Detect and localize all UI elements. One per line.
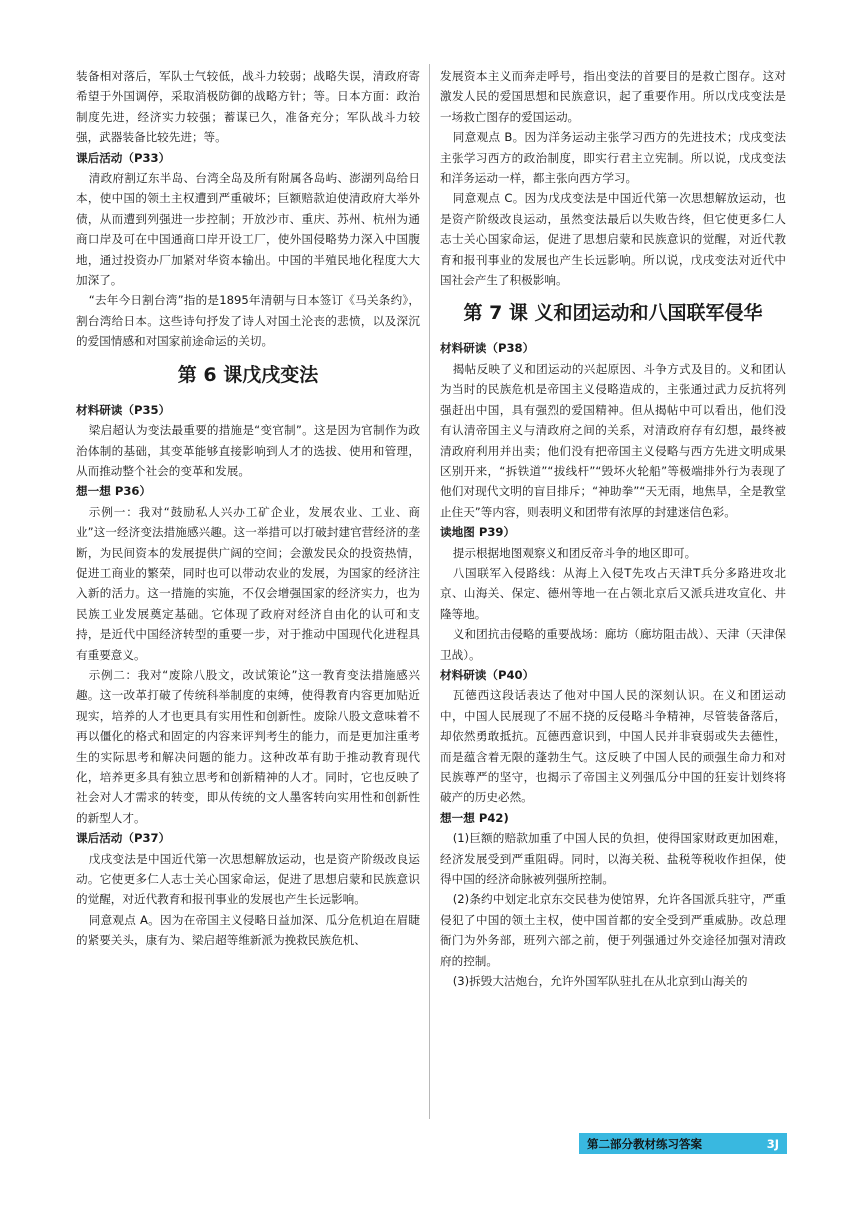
paragraph: (3)拆毁大沽炮台，允许外国军队驻扎在从北京到山海关的 [452,974,748,989]
paragraph: 揭帖反映了义和团运动的兴起原因、斗争方式及目的。义和团认为当时的民族危机是帝国主义侵略造成的，主张通过武力反抗将列强赶出中国，具有强烈的爱国精神。但从揭帖中可以看出，他们没有认清帝国主义与清政府之间的关系，对清政府存有幻想，最终被清政府利用并出卖；他们没有把帝国主义侵略与西方先进文明成果区别开来，“拆铁道”“拔线杆”“毁坏火轮船”等极端排外行为表现了他们对现代文明的盲目排斥；“神助拳”“天无雨，地焦旱，全是教堂止住天”等内容，则表明义和团带有浓厚的封建迷信色彩。 [440,361,786,519]
paragraph: 清政府割辽东半岛、台湾全岛及所有附属各岛屿、澎湖列岛给日本，使中国的领土主权遭到严重破坏；巨额赔款迫使清政府大举外债，从而遭到列强进一步控制；开放沙市、重庆、苏州、杭州为通商口岸及可在中国通商口岸开设工厂，使外国侵略势力深入中国腹地，通过投资办厂加紧对华资本输出。中国的半殖民地化程度大大加深了。 [76,171,420,288]
section-heading: 材料研读（P35） [76,402,171,417]
paragraph: 同意观点 A。因为在帝国主义侵略日益加深、瓜分危机迫在眉睫的紧要关头，康有为、梁启超等维新派为挽救民族危机、 [76,912,420,948]
left-column [76,66,420,951]
paragraph: 示例二：我对“废除八股文，改试策论”这一教育变法措施感兴趣。这一改革打破了传统科举制度的束缚，使得教育内容更加贴近现实，培养的人才也更具有实用性和创新性。废除八股文意味着不再以僵化的格式和固定的内容来评判考生的能力，而是更加注重考生的实际思考和解决问题的能力。这种改革有助于推动教育现代化，培养更多具有独立思考和创新精神的人才。同时，它也反映了社会对人才需求的转变，即从传统的文人墨客转向实用性和创新性的新型人才。 [76,667,420,825]
paragraph: 梁启超认为变法最重要的措施是“变官制”。这是因为官制作为政治体制的基础，其变革能够直接影响到人才的选拔、使用和管理，从而推动整个社会的变革和发展。 [76,423,420,478]
lesson-title: 第 6 课戊戌变法 [177,363,319,386]
paragraph: 瓦德西这段话表达了他对中国人民的深刻认识。在义和团运动中，中国人民展现了不屈不挠的反侵略斗争精神，尽管装备落后，却依然勇敢抵抗。瓦德西意识到，中国人民并非衰弱或失去德性，而是蕴含着无限的蓬勃生气。这反映了中国人民的顽强生命力和对民族尊严的坚守，也揭示了帝国主义列强瓜分中国的狂妄计划终将破产的历史必然。 [440,688,786,805]
paragraph: 发展资本主义而奔走呼号，指出变法的首要目的是救亡图存。这对激发人民的爱国思想和民族意识，起了重要作用。所以戊戌变法是一场救亡图存的爱国运动。 [440,69,786,124]
page-footer [579,1133,787,1154]
page-number: 3J [766,1136,779,1151]
paragraph: 八国联军入侵路线：从海上入侵T先攻占天津T兵分多路进攻北京、山海关、保定、德州等地一在占领北京后又派兵进攻宣化、井隆等地。 [440,565,786,621]
section-heading: 读地图 P39） [440,525,516,540]
section-heading: 课后活动（P37） [76,831,171,846]
paragraph: 同意观点 C。因为戊戌变法是中国近代第一次思想解放运动，也是资产阶级改良运动，虽然变法最后以失败告终，但它使更多仁人志士关心国家命运，促进了思想启蒙和民族意识的觉醒，对近代教育和报刊事业的发展也产生长远影响。所以说，戊戌变法对近代中国社会产生了积极影响。 [440,191,786,288]
section-heading: 材料研读（P40） [440,667,535,682]
section-heading: 想一想 P42) [440,810,509,825]
paragraph: 提示根据地图观察义和团反帝斗争的地区即可。 [452,545,697,560]
paragraph: (1)巨额的赔款加重了中国人民的负担，使得国家财政更加困难，经济发展受到严重阻碍。同时，以海关税、盐税等税收作担保，使得中国的经济命脉被列强所控制。 [440,831,786,887]
right-column [440,66,786,991]
lesson-title: 第 7 课 义和团运动和八国联军侵华 [463,302,763,325]
column-divider [429,64,430,1119]
paragraph: 装备相对落后，军队士气较低，战斗力较弱；战略失误，清政府寄希望于外国调停，采取消极防御的战略方针；等。日本方面：政治制度先进，经济实力较强；蓄谋已久，准备充分；军队战斗力较强，武器装备比较先进；等。 [76,69,420,145]
paragraph: 示例一：我对“鼓励私人兴办工矿企业，发展农业、工业、商业”这一经济变法措施感兴趣。这一举措可以打破封建官营经济的垄断，为民间资本的发展提供广阔的空间；会激发民众的投资热情，促进工商业的繁荣，同时也可以带动农业的发展，为国家的经济注入新的活力。这一措施的实施，不仅会增强国家的经济实力，也为民族工业发展奠定基础。它体现了政府对经济自由化的认可和支持，是近代中国经济转型的重要一步，对于推动中国现代化进程具有重要意义。 [76,504,420,662]
footer-section-label: 第二部分教材练习答案 [587,1136,702,1151]
paragraph: (2)条约中划定北京东交民巷为使馆界，允许各国派兵驻守，严重侵犯了中国的领土主权，使中国首都的安全受到严重威胁。改总理衙门为外务部，班列六部之前，便于列强通过外交途径加强对清政府的控制。 [440,892,786,968]
section-heading: 课后活动（P33） [76,150,171,165]
section-heading: 材料研读（P38） [440,341,535,356]
paragraph: “去年今日割台湾”指的是1895年清朝与日本签订《马关条约》，割台湾给日本。这些诗句抒发了诗人对国土沦丧的悲愤，以及深沉的爱国情感和对国家前途命运的关切。 [76,293,420,349]
section-heading: 想一想 P36） [76,484,152,499]
paragraph: 同意观点 B。因为洋务运动主张学习西方的先进技术；戊戌变法主张学习西方的政治制度，即实行君主立宪制。所以说，戊戌变法和洋务运动一样，都主张向西方学习。 [440,130,786,186]
paragraph: 义和团抗击侵略的重要战场：廊坊（廊坊阻击战）、天津（天津保卫战）。 [440,627,786,662]
paragraph: 戊戌变法是中国近代第一次思想解放运动，也是资产阶级改良运动。它使更多仁人志士关心国家命运，促进了思想启蒙和民族意识的觉醒，对近代教育和报刊事业的发展也产生长远影响。 [76,851,420,907]
